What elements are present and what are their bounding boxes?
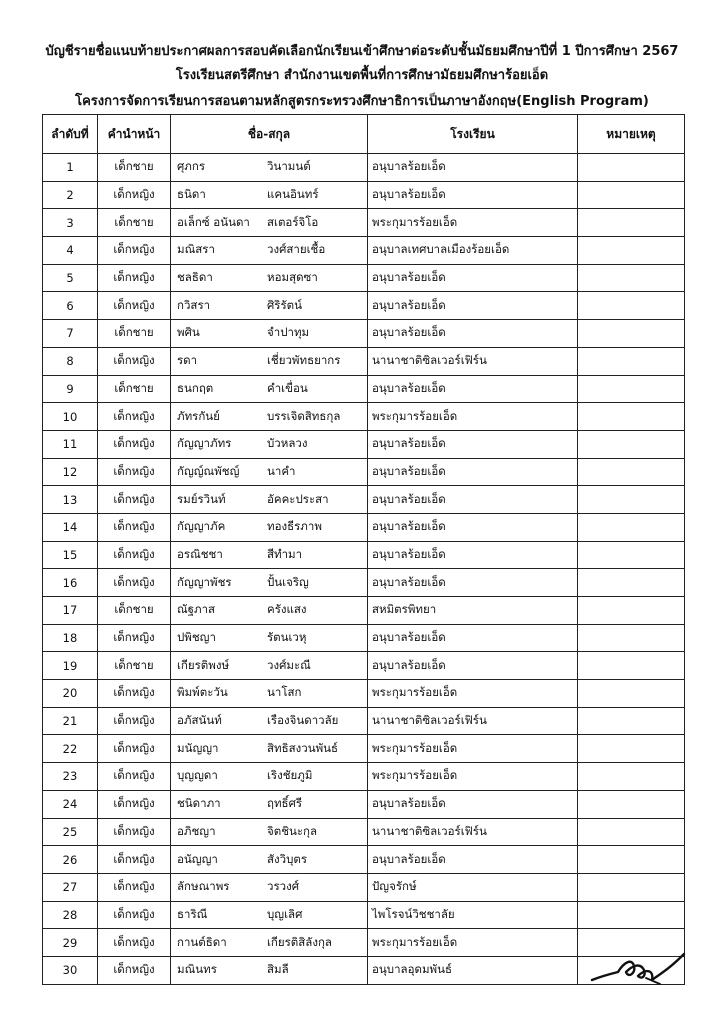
- student-name: [171, 181, 368, 209]
- name-prefix: เด็กหญิง: [98, 347, 171, 375]
- remark-cell: [578, 680, 685, 708]
- school-name-cell: อนุบาลร้อยเอ็ด: [368, 569, 578, 597]
- table-row: [43, 320, 685, 348]
- school-name-cell: พระกุมารร้อยเอ็ด: [368, 680, 578, 708]
- name-prefix: เด็กหญิง: [98, 486, 171, 514]
- school-name-cell: พระกุมารร้อยเอ็ด: [368, 929, 578, 957]
- row-number: 10: [43, 403, 98, 431]
- student-name: [171, 763, 368, 791]
- remark-cell: [578, 458, 685, 486]
- last-name: วงศ์สายเชื้อ: [267, 242, 326, 257]
- name-prefix: เด็กหญิง: [98, 264, 171, 292]
- remark-cell: [578, 597, 685, 625]
- school-name-cell: พระกุมารร้อยเอ็ด: [368, 403, 578, 431]
- name-prefix: เด็กชาย: [98, 320, 171, 348]
- name-prefix: เด็กหญิง: [98, 846, 171, 874]
- last-name: สีทำมา: [267, 546, 303, 561]
- table-row: [43, 430, 685, 458]
- name-prefix: เด็กหญิง: [98, 763, 171, 791]
- student-name: [171, 707, 368, 735]
- student-name: [171, 735, 368, 763]
- remark-cell: [578, 181, 685, 209]
- student-name: [171, 154, 368, 182]
- remark-cell: [578, 430, 685, 458]
- row-number: 13: [43, 486, 98, 514]
- first-name: รดา: [177, 353, 198, 368]
- table-row: [43, 901, 685, 929]
- school-name-cell: อนุบาลร้อยเอ็ด: [368, 652, 578, 680]
- row-number: 2: [43, 181, 98, 209]
- table-row: [43, 181, 685, 209]
- last-name: จำปาทุม: [267, 325, 310, 340]
- table-row: [43, 873, 685, 901]
- first-name: ลักษณาพร: [177, 879, 230, 894]
- name-prefix: เด็กชาย: [98, 652, 171, 680]
- school-name-cell: อนุบาลร้อยเอ็ด: [368, 292, 578, 320]
- row-number: 28: [43, 901, 98, 929]
- row-number: 12: [43, 458, 98, 486]
- row-number: 24: [43, 790, 98, 818]
- name-prefix: เด็กหญิง: [98, 956, 171, 984]
- name-prefix: เด็กหญิง: [98, 790, 171, 818]
- remark-cell: [578, 403, 685, 431]
- table-row: [43, 154, 685, 182]
- row-number: 16: [43, 569, 98, 597]
- first-name: ชนิดาภา: [177, 796, 221, 811]
- document-title: บัญชีรายชื่อแนบท้ายประกาศผลการสอบคัดเลือกนักเรียนเข้าศึกษาต่อระดับชั้นมัธยมศึกษาปีที่ 1 ปีการศึกษา 2567: [45, 44, 679, 59]
- student-name: [171, 430, 368, 458]
- row-number: 19: [43, 652, 98, 680]
- row-number: 1: [43, 154, 98, 182]
- first-name: ณัฐภาส: [177, 602, 216, 617]
- row-number: 4: [43, 237, 98, 265]
- remark-cell: [578, 873, 685, 901]
- student-name: [171, 680, 368, 708]
- first-name: อรณิชชา: [177, 546, 223, 561]
- school-name-cell: พระกุมารร้อยเอ็ด: [368, 763, 578, 791]
- remark-cell: [578, 264, 685, 292]
- remark-cell: [578, 763, 685, 791]
- row-number: 5: [43, 264, 98, 292]
- name-prefix: เด็กหญิง: [98, 430, 171, 458]
- table-row: [43, 541, 685, 569]
- student-name: [171, 818, 368, 846]
- table-row: [43, 375, 685, 403]
- row-number: 17: [43, 597, 98, 625]
- name-prefix: เด็กหญิง: [98, 707, 171, 735]
- student-name: [171, 569, 368, 597]
- last-name: บรรเจิดสิทธกุล: [267, 408, 341, 423]
- student-name: [171, 956, 368, 984]
- last-name: เริงชัยภูมิ: [267, 768, 313, 783]
- remark-cell: [578, 513, 685, 541]
- last-name: ฤทธิ์ศรี: [267, 796, 303, 811]
- table-row: [43, 458, 685, 486]
- remark-cell: [578, 292, 685, 320]
- last-name: สิมลี: [267, 962, 289, 977]
- column-header-school: โรงเรียน: [368, 115, 578, 154]
- student-name: [171, 375, 368, 403]
- first-name: เกียรติพงษ์: [177, 657, 230, 672]
- first-name: ธนกฤต: [177, 380, 214, 395]
- name-prefix: เด็กชาย: [98, 209, 171, 237]
- last-name: นาคำ: [267, 463, 296, 478]
- last-name: เชี่ยวพัทธยากร: [267, 353, 341, 368]
- name-prefix: เด็กหญิง: [98, 541, 171, 569]
- school-name-cell: อนุบาลอุดมพันธ์: [368, 956, 578, 984]
- row-number: 3: [43, 209, 98, 237]
- student-name: [171, 624, 368, 652]
- last-name: รัตนเวหุ: [267, 630, 307, 645]
- student-name: [171, 873, 368, 901]
- remark-cell: [578, 320, 685, 348]
- roster-body: [43, 154, 685, 985]
- signature-icon: [588, 940, 698, 990]
- school-name-cell: นานาชาติซิลเวอร์เฟิร์น: [368, 707, 578, 735]
- school-name-cell: อนุบาลร้อยเอ็ด: [368, 541, 578, 569]
- school-name-cell: อนุบาลร้อยเอ็ด: [368, 154, 578, 182]
- school-name-cell: สหมิตรพิทยา: [368, 597, 578, 625]
- school-name-cell: พระกุมารร้อยเอ็ด: [368, 735, 578, 763]
- last-name: สิทธิสงวนพันธ์: [267, 740, 339, 755]
- first-name: อเล็กซ์ อนันดา: [177, 214, 250, 229]
- school-name-cell: นานาชาติซิลเวอร์เฟิร์น: [368, 818, 578, 846]
- table-row: [43, 707, 685, 735]
- first-name: รมย์รวินท์: [177, 491, 226, 506]
- last-name: วรวงศ์: [267, 879, 300, 894]
- student-name: [171, 403, 368, 431]
- row-number: 11: [43, 430, 98, 458]
- student-name: [171, 846, 368, 874]
- column-header-no: ลำดับที่: [43, 115, 98, 154]
- table-row: [43, 680, 685, 708]
- student-name: [171, 790, 368, 818]
- name-prefix: เด็กหญิง: [98, 237, 171, 265]
- first-name: กัญญ์ณพัชญ์: [177, 463, 240, 478]
- last-name: เกียรติสิลังกุล: [267, 934, 332, 949]
- column-header-remark: หมายเหตุ: [578, 115, 685, 154]
- student-name: [171, 320, 368, 348]
- last-name: คำเขื่อน: [267, 380, 308, 395]
- name-prefix: เด็กหญิง: [98, 569, 171, 597]
- table-row: [43, 624, 685, 652]
- row-number: 30: [43, 956, 98, 984]
- name-prefix: เด็กหญิง: [98, 873, 171, 901]
- first-name: ธาริณี: [177, 906, 208, 921]
- remark-cell: [578, 735, 685, 763]
- column-header-name: ชื่อ-สกุล: [171, 115, 368, 154]
- row-number: 6: [43, 292, 98, 320]
- row-number: 14: [43, 513, 98, 541]
- row-number: 22: [43, 735, 98, 763]
- remark-cell: [578, 486, 685, 514]
- student-name: [171, 486, 368, 514]
- last-name: แคนอินทร์: [267, 187, 319, 202]
- remark-cell: [578, 901, 685, 929]
- name-prefix: เด็กหญิง: [98, 929, 171, 957]
- remark-cell: [578, 790, 685, 818]
- student-name: [171, 513, 368, 541]
- remark-cell: [578, 652, 685, 680]
- name-prefix: เด็กหญิง: [98, 181, 171, 209]
- first-name: บุญญดา: [177, 768, 218, 783]
- student-name: [171, 541, 368, 569]
- school-name-cell: อนุบาลร้อยเอ็ด: [368, 513, 578, 541]
- last-name: หอมสุดซา: [267, 270, 318, 285]
- school-name-cell: อนุบาลร้อยเอ็ด: [368, 458, 578, 486]
- table-row: [43, 790, 685, 818]
- table-row: [43, 652, 685, 680]
- name-prefix: เด็กหญิง: [98, 680, 171, 708]
- header-row: [43, 115, 685, 154]
- first-name: อนัญญา: [177, 851, 218, 866]
- name-prefix: เด็กชาย: [98, 375, 171, 403]
- roster-header: [43, 115, 685, 154]
- student-name: [171, 458, 368, 486]
- table-row: [43, 347, 685, 375]
- first-name: มณินทร: [177, 962, 217, 977]
- row-number: 29: [43, 929, 98, 957]
- last-name: วงศ์มะณี: [267, 657, 311, 672]
- first-name: ปพิชญา: [177, 630, 216, 645]
- school-name-cell: อนุบาลร้อยเอ็ด: [368, 320, 578, 348]
- table-row: [43, 292, 685, 320]
- remark-cell: [578, 624, 685, 652]
- last-name: สังวิบุตร: [267, 851, 308, 866]
- last-name: บัวหลวง: [267, 436, 308, 451]
- name-prefix: เด็กชาย: [98, 597, 171, 625]
- row-number: 20: [43, 680, 98, 708]
- name-prefix: เด็กหญิง: [98, 624, 171, 652]
- first-name: กานต์ธิดา: [177, 934, 227, 949]
- first-name: อภัสนันท์: [177, 713, 222, 728]
- first-name: อภิชญา: [177, 823, 216, 838]
- column-header-title: คำนำหน้า: [98, 115, 171, 154]
- table-row: [43, 403, 685, 431]
- row-number: 9: [43, 375, 98, 403]
- row-number: 8: [43, 347, 98, 375]
- first-name: กัญญาพัชร: [177, 574, 232, 589]
- row-number: 21: [43, 707, 98, 735]
- last-name: วินามนต์: [267, 159, 311, 174]
- table-row: [43, 846, 685, 874]
- school-name-cell: อนุบาลร้อยเอ็ด: [368, 181, 578, 209]
- name-prefix: เด็กหญิง: [98, 458, 171, 486]
- program-name: โครงการจัดการเรียนการสอนตามหลักสูตรกระทรวงศึกษาธิการเป็นภาษาอังกฤษ(English Program): [75, 94, 649, 109]
- table-row: [43, 264, 685, 292]
- first-name: ชลธิดา: [177, 270, 213, 285]
- remark-cell: [578, 154, 685, 182]
- last-name: ทองธีรภาพ: [267, 519, 322, 534]
- name-prefix: เด็กหญิง: [98, 292, 171, 320]
- table-row: [43, 569, 685, 597]
- student-name: [171, 901, 368, 929]
- school-name-cell: อนุบาลร้อยเอ็ด: [368, 624, 578, 652]
- name-prefix: เด็กหญิง: [98, 403, 171, 431]
- student-name: [171, 652, 368, 680]
- last-name: ศิริรัตน์: [267, 297, 302, 312]
- school-name-cell: อนุบาลร้อยเอ็ด: [368, 790, 578, 818]
- last-name: อัคคะประสา: [267, 491, 329, 506]
- name-prefix: เด็กชาย: [98, 154, 171, 182]
- table-row: [43, 486, 685, 514]
- first-name: พิมพ์ตะวัน: [177, 685, 228, 700]
- table-row: [43, 597, 685, 625]
- school-name-cell: อนุบาลร้อยเอ็ด: [368, 846, 578, 874]
- student-name: [171, 292, 368, 320]
- last-name: จิตชินะกุล: [267, 823, 318, 838]
- student-name: [171, 929, 368, 957]
- remark-cell: [578, 818, 685, 846]
- student-name: [171, 237, 368, 265]
- row-number: 26: [43, 846, 98, 874]
- table-row: [43, 735, 685, 763]
- school-name-cell: อนุบาลเทศบาลเมืองร้อยเอ็ด: [368, 237, 578, 265]
- remark-cell: [578, 375, 685, 403]
- table-row: [43, 818, 685, 846]
- first-name: กัญญาภัทร: [177, 436, 232, 451]
- school-name-cell: ปัญจรักษ์: [368, 873, 578, 901]
- first-name: มนัญญา: [177, 740, 219, 755]
- first-name: ภัทรกันย์: [177, 408, 220, 423]
- remark-cell: [578, 846, 685, 874]
- remark-cell: [578, 707, 685, 735]
- school-name-cell: อนุบาลร้อยเอ็ด: [368, 486, 578, 514]
- name-prefix: เด็กหญิง: [98, 901, 171, 929]
- first-name: มณิสรา: [177, 242, 215, 257]
- name-prefix: เด็กหญิง: [98, 735, 171, 763]
- school-name: โรงเรียนสตรีศึกษา สำนักงานเขตพื้นที่การศึกษามัธยมศึกษาร้อยเอ็ด: [175, 68, 549, 83]
- row-number: 23: [43, 763, 98, 791]
- student-name: [171, 597, 368, 625]
- table-row: [43, 209, 685, 237]
- last-name: บุญเลิศ: [267, 906, 303, 921]
- remark-cell: [578, 569, 685, 597]
- first-name: พศิน: [177, 325, 200, 340]
- last-name: ปั้นเจริญ: [267, 574, 309, 589]
- remark-cell: [578, 237, 685, 265]
- student-name: [171, 209, 368, 237]
- row-number: 25: [43, 818, 98, 846]
- name-prefix: เด็กหญิง: [98, 818, 171, 846]
- first-name: กวิสรา: [177, 297, 211, 312]
- remark-cell: [578, 209, 685, 237]
- remark-cell: [578, 541, 685, 569]
- last-name: เรืองจินดาวลัย: [267, 713, 339, 728]
- table-row: [43, 513, 685, 541]
- last-name: นาโสก: [267, 685, 302, 700]
- school-name-cell: อนุบาลร้อยเอ็ด: [368, 264, 578, 292]
- row-number: 15: [43, 541, 98, 569]
- student-name: [171, 347, 368, 375]
- remark-cell: [578, 347, 685, 375]
- student-name: [171, 264, 368, 292]
- last-name: ครังแสง: [267, 602, 307, 617]
- row-number: 27: [43, 873, 98, 901]
- table-row: [43, 237, 685, 265]
- school-name-cell: พระกุมารร้อยเอ็ด: [368, 209, 578, 237]
- school-name-cell: อนุบาลร้อยเอ็ด: [368, 375, 578, 403]
- school-name-cell: นานาชาติซิลเวอร์เฟิร์น: [368, 347, 578, 375]
- school-name-cell: ไพโรจน์วิชชาลัย: [368, 901, 578, 929]
- roster-table: [42, 114, 685, 985]
- table-row: [43, 763, 685, 791]
- first-name: กัญญาภัค: [177, 519, 226, 534]
- school-name-cell: อนุบาลร้อยเอ็ด: [368, 430, 578, 458]
- last-name: สเตอร์จิโอ: [267, 214, 319, 229]
- row-number: 18: [43, 624, 98, 652]
- row-number: 7: [43, 320, 98, 348]
- name-prefix: เด็กหญิง: [98, 513, 171, 541]
- first-name: ธนิดา: [177, 187, 206, 202]
- first-name: ศุภกร: [177, 159, 206, 174]
